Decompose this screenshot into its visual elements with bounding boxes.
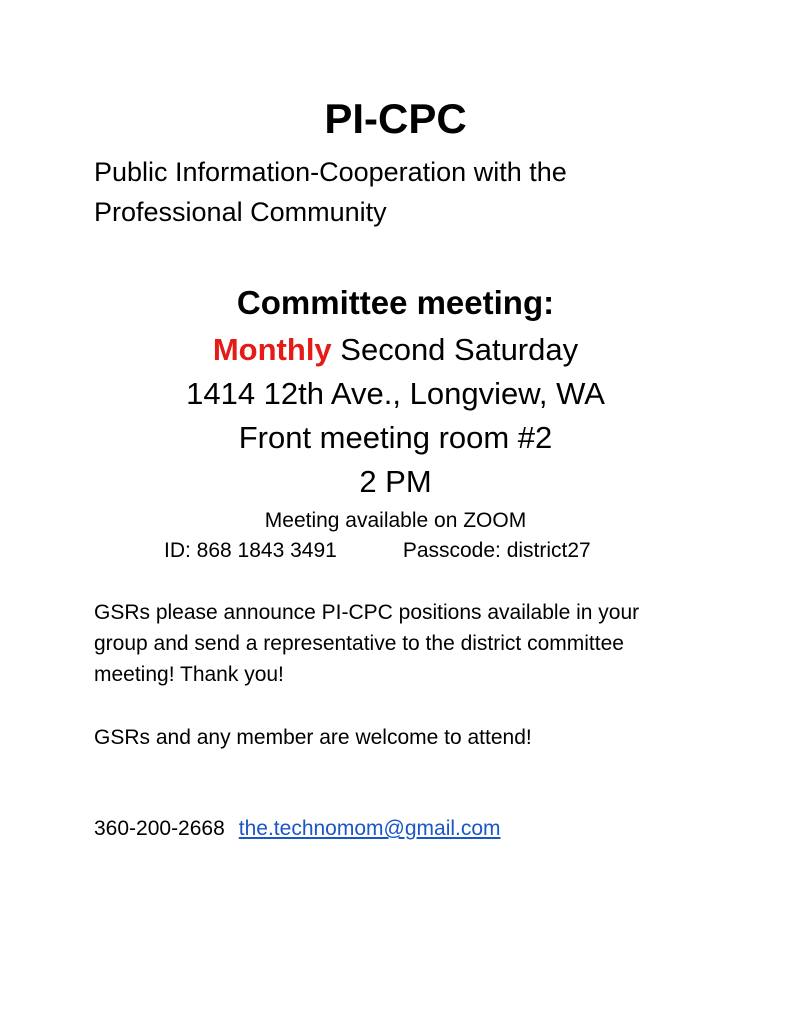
contact-email-link[interactable]: the.technomom@gmail.com (238, 817, 501, 840)
zoom-note: Meeting available on ZOOM (264, 509, 527, 532)
gsr-announcement-line-2: group and send a representative to the district committee (94, 632, 624, 655)
zoom-id: ID: 868 1843 3491 (164, 539, 337, 562)
meeting-room: Front meeting room #2 (238, 420, 553, 455)
subtitle-line-2: Professional Community (94, 197, 387, 227)
welcome-note (94, 722, 734, 753)
gsr-announcement (94, 597, 734, 690)
welcome-note-text: GSRs and any member are welcome to attend! (94, 726, 532, 749)
frequency-emphasis: Monthly (212, 332, 332, 367)
gsr-announcement-line-1: GSRs please announce PI-CPC positions available in your (94, 601, 640, 624)
subtitle (94, 152, 714, 232)
gsr-announcement-line-3: meeting! Thank you! (94, 663, 284, 686)
page-title: PI-CPC (324, 95, 467, 142)
meeting-address: 1414 12th Ave., Longview, WA (186, 376, 605, 411)
contact-info (94, 813, 501, 844)
meeting-time: 2 PM (359, 464, 432, 499)
contact-phone: 360-200-2668 (94, 817, 225, 840)
frequency-rest: Second Saturday (331, 332, 579, 367)
meeting-heading: Committee meeting: (236, 284, 555, 321)
zoom-credentials (164, 537, 591, 565)
subtitle-line-1: Public Information-Cooperation with the (94, 157, 567, 187)
zoom-passcode: Passcode: district27 (402, 539, 591, 562)
meeting-frequency (0, 329, 791, 371)
